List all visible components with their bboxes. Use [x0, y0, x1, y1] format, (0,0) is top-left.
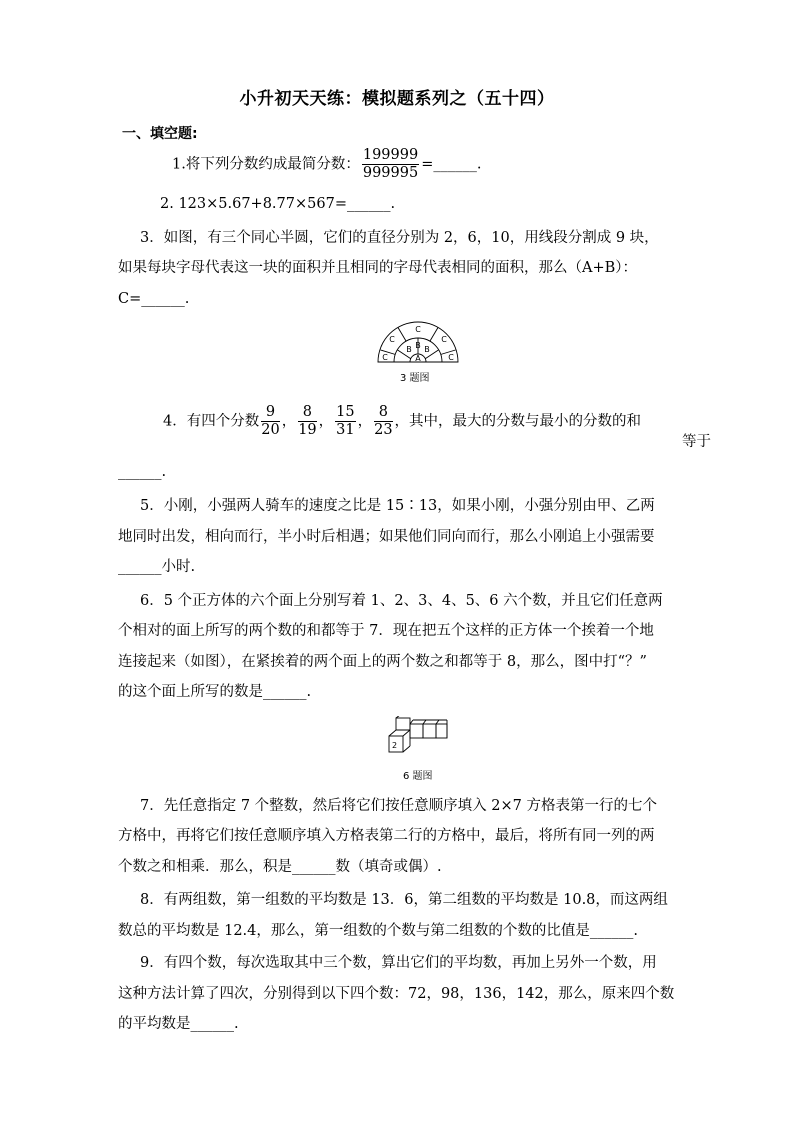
question-3-line-2: 如果每块字母代表这一块的面积并且相同的字母代表相同的面积，那么（A+B）： — [118, 260, 638, 276]
question-1 — [172, 147, 481, 182]
cubes-figure — [387, 716, 449, 756]
question-4-tail: 等于 — [682, 434, 711, 450]
question-6-line-1: 6．5 个正方体的六个面上分别写着 1、2、3、4、5、6 六个数，并且它们任意两 — [140, 593, 663, 609]
q4-fraction-4-numerator: 8 — [374, 404, 392, 422]
question-9-line-2: 这种方法计算了四次，分别得到以下四个数：72，98，136，142，那么，原来四个数 — [118, 986, 675, 1002]
question-3-line-1: 3．如图，有三个同心半圆，它们的直径分别为 2，6，10，用线段分割成 9 块， — [140, 230, 659, 246]
q4-fraction-3-denominator: 31 — [336, 422, 355, 438]
figure-3-caption: 3 题图 — [400, 373, 430, 384]
question-5-line-1: 5．小刚，小强两人骑车的速度之比是 15∶13，如果小刚，小强分别由甲、乙两 — [140, 498, 655, 514]
region-label-b-top: B — [415, 341, 421, 350]
region-label-b-right: B — [424, 345, 430, 354]
q1-suffix: =______. — [421, 156, 482, 173]
q4-prefix: 4．有四个分数 — [163, 413, 260, 430]
region-label-c-4: C — [441, 335, 447, 344]
question-4-blank: ______. — [118, 464, 167, 480]
q4-fraction-2-denominator: 19 — [298, 422, 317, 438]
page-title: 小升初天天练：模拟题系列之（五十四） — [239, 89, 555, 109]
q4-fraction-4 — [374, 404, 392, 439]
region-label-c-3: C — [415, 325, 421, 334]
question-5-line-3: ______小时. — [118, 559, 196, 575]
q4-suffix: ，其中，最大的分数与最小的分数的和 — [394, 413, 642, 430]
section-heading: 一、填空题: — [122, 126, 198, 142]
region-label-a: A — [415, 354, 421, 363]
question-7-line-1: 7．先任意指定 7 个整数，然后将它们按任意顺序填入 2×7 方格表第一行的七个 — [140, 798, 657, 814]
figure-6-caption: 6 题图 — [403, 771, 433, 782]
question-3-line-3: C=______. — [118, 291, 190, 307]
region-label-c-5: C — [448, 353, 454, 362]
q4-fraction-2-numerator: 8 — [298, 404, 316, 422]
q4-separator: ， — [357, 413, 373, 430]
question-2: 2. 123×5.67+8.77×567=______. — [160, 196, 396, 212]
question-5-line-2: 地同时出发，相向而行，半小时后相遇；如果他们同向而行，那么小刚追上小强需要 — [118, 529, 655, 545]
question-9-line-1: 9．有四个数，每次选取其中三个数，算出它们的平均数，再加上另外一个数，用 — [140, 955, 657, 971]
question-6-line-3: 连接起来（如图），在紧挨着的两个面上的两个数之和都等于 8，那么，图中打“？” — [118, 654, 647, 670]
q4-separator: ， — [281, 413, 297, 430]
region-label-b-left: B — [406, 345, 412, 354]
question-6-line-2: 个相对的面上所写的两个数的和都等于 7．现在把五个这样的正方体一个挨着一个地 — [118, 623, 654, 639]
q1-fraction — [362, 147, 419, 182]
q4-fraction-1-denominator: 20 — [261, 422, 280, 438]
region-label-c-1: C — [382, 353, 388, 362]
question-8-line-2: 数总的平均数是 12.4，那么，第一组数的个数与第二组数的个数的比值是______. — [118, 923, 639, 939]
question-7-line-3: 个数之和相乘．那么，积是______数（填奇或偶）. — [118, 859, 442, 875]
q1-numerator: 199999 — [362, 147, 419, 163]
q4-fraction-3-numerator: 15 — [336, 404, 355, 420]
question-9-line-3: 的平均数是______. — [118, 1016, 239, 1032]
q4-fraction-1 — [261, 404, 279, 439]
q1-denominator: 999995 — [362, 165, 419, 181]
q4-fraction-3 — [335, 404, 355, 439]
q4-separator: ， — [318, 413, 334, 430]
question-7-line-2: 方格中，再将它们按任意顺序填入方格表第二行的方格中，最后，将所有同一列的两 — [118, 828, 655, 844]
q4-fraction-4-denominator: 23 — [374, 422, 393, 438]
cube-face-2-label: 2 — [392, 741, 398, 750]
region-label-c-2: C — [389, 335, 395, 344]
question-6-line-4: 的这个面上所写的数是______. — [118, 684, 312, 700]
q4-fraction-2 — [298, 404, 316, 439]
question-8-line-1: 8．有两组数，第一组数的平均数是 13．6，第二组数的平均数是 10.8，而这两组 — [140, 892, 668, 908]
question-4 — [163, 404, 641, 439]
q4-fraction-1-numerator: 9 — [261, 404, 279, 422]
q1-prefix: 1.将下列分数约成最简分数： — [172, 156, 360, 173]
semicircle-figure — [376, 320, 460, 366]
